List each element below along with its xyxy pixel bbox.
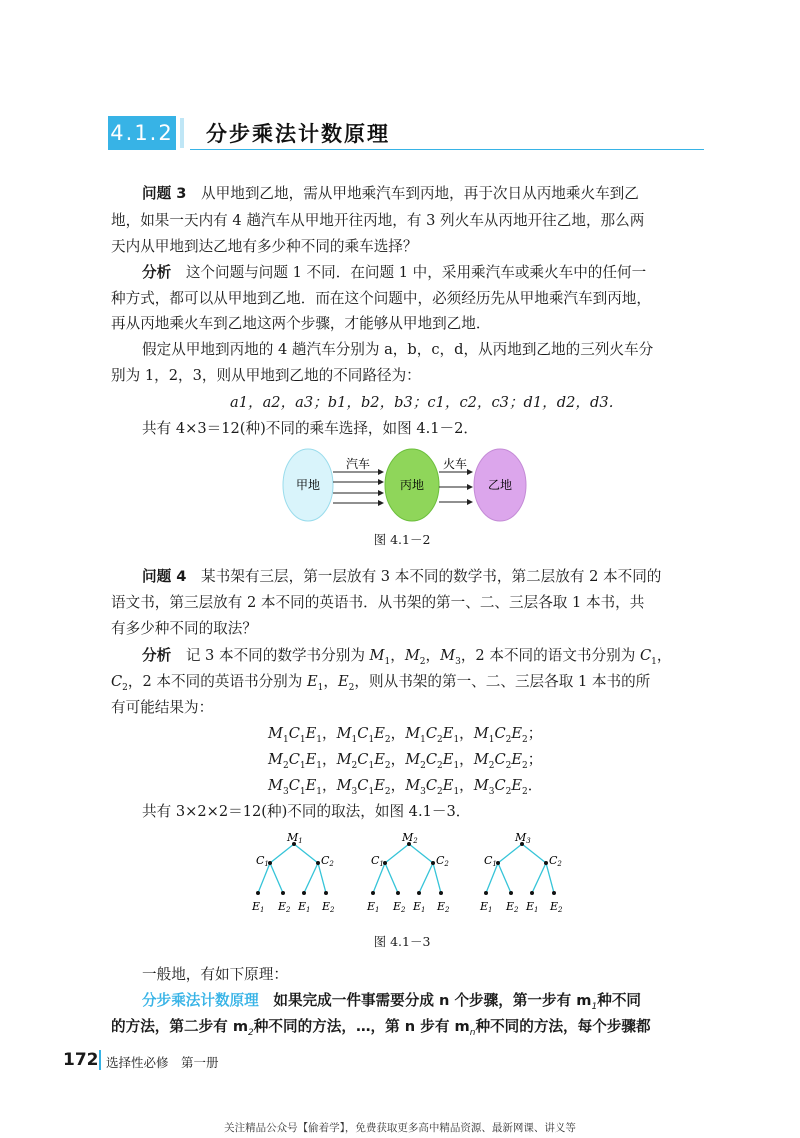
svg-text:E2: E2 <box>393 900 406 914</box>
svg-text:E1: E1 <box>252 900 265 914</box>
analysis1-paths: a1，a2，a3；b1，b2，b3；c1，c2，c3；d1，d2，d3． <box>230 394 624 411</box>
page-number: 172 <box>63 1050 99 1070</box>
analysis1-line2: 种方式，都可以从甲地到乙地．而在这个问题中，必须经历先从甲地乘汽车到丙地， <box>111 290 651 307</box>
fig3-caption: 图 4.1－3 <box>373 934 431 949</box>
principle-line2: 的方法，第二步有 $m_2$种不同的方法，…，第 n 步有 $m_n$种不同的方法，每个步骤都 <box>111 1018 651 1038</box>
section-underline <box>190 149 704 150</box>
bus-arrows <box>333 472 383 503</box>
q3-line2: 地，如果一天内有 4 趟汽车从甲地开往丙地，有 3 列火车从丙地开往乙地，那么两 <box>111 212 645 229</box>
node-bing-label: 丙地 <box>399 478 425 492</box>
watermark-footer: 关注精品公众号【偷着学】，免费获取更多高中精品资源、最新网课、讲义等 <box>224 1122 576 1134</box>
tree-3 <box>479 831 563 914</box>
svg-text:C2: C2 <box>436 854 449 868</box>
section-number: 4.1.2 <box>108 116 176 150</box>
analysis1-total: 共有 4×3＝12(种)不同的乘车选择，如图 4.1－2． <box>142 420 479 437</box>
svg-text:E1: E1 <box>298 900 311 914</box>
tree-2 <box>366 831 450 914</box>
edge-bus-label: 汽车 <box>345 457 371 471</box>
svg-text:C2: C2 <box>549 854 562 868</box>
q4-label: 问题 4 <box>142 568 187 585</box>
tree-1 <box>251 831 335 914</box>
fig2-caption: 图 4.1－2 <box>373 532 431 547</box>
svg-text:E1: E1 <box>480 900 493 914</box>
edge-train-label: 火车 <box>442 457 468 471</box>
analysis1-label: 分析 <box>142 264 172 281</box>
svg-text:C1: C1 <box>256 854 269 868</box>
q3-label: 问题 3 <box>142 185 187 202</box>
q4-line3: 有多少种不同的取法？ <box>111 620 257 637</box>
analysis1-line1: 分析 这个问题与问题 1 不同．在问题 1 中，采用乘汽车或乘火车中的任何一 <box>142 264 647 281</box>
q3-line3: 天内从甲地到达乙地有多少种不同的乘车选择？ <box>111 238 418 255</box>
svg-text:C1: C1 <box>484 854 497 868</box>
node-yi-label: 乙地 <box>487 478 513 492</box>
analysis2-line2: $C_2$，2 本不同的英语书分别为 $E_1$，$E_2$，则从书架的第一、二、三层各取 1 本书的所 <box>111 673 651 693</box>
section-title: 分步乘法计数原理 <box>206 122 390 146</box>
analysis2-label: 分析 <box>142 647 172 664</box>
analysis2-line1: 分析 记 3 本不同的数学书分别为 $M_1$，$M_2$，$M_3$，2 本不同的语文书分别为 $C_1$， <box>142 647 672 667</box>
q3-line1: 问题 3 从甲地到乙地，需从甲地乘汽车到丙地，再于次日从丙地乘火车到乙 <box>142 185 639 202</box>
svg-text:E2: E2 <box>506 900 519 914</box>
tree-2-root: M2 <box>402 831 418 845</box>
node-jia-label: 甲地 <box>295 478 321 492</box>
svg-text:E2: E2 <box>278 900 291 914</box>
figure-4-1-3 <box>250 830 570 920</box>
results-row-3: $M_3C_1E_1$，$M_3C_1E_2$，$M_3C_2E_1$，$M_3C_2E_2$． <box>268 777 543 797</box>
figure-4-1-2 <box>282 446 542 526</box>
section-divider <box>180 118 184 148</box>
svg-text:C2: C2 <box>321 854 334 868</box>
q4-line1: 问题 4 某书架有三层，第一层放有 3 本不同的数学书，第二层放有 2 本不同的 <box>142 568 662 585</box>
svg-text:E1: E1 <box>526 900 539 914</box>
svg-text:E2: E2 <box>550 900 563 914</box>
train-arrows <box>439 472 472 502</box>
tree-1-root: M1 <box>287 831 303 845</box>
svg-text:E1: E1 <box>367 900 380 914</box>
principle-name: 分步乘法计数原理 <box>142 992 259 1009</box>
svg-text:C1: C1 <box>371 854 384 868</box>
analysis2-line3: 有可能结果为： <box>111 699 214 716</box>
results-row-1: $M_1C_1E_1$，$M_1C_1E_2$，$M_1C_2E_1$，$M_1C_2E_2$； <box>268 725 543 745</box>
svg-text:E2: E2 <box>437 900 450 914</box>
section-header <box>108 116 704 152</box>
page-divider <box>99 1050 101 1070</box>
general-intro: 一般地，有如下原理： <box>142 966 288 983</box>
q4-line2: 语文书，第三层放有 2 本不同的英语书．从书架的第一、二、三层各取 1 本书，共 <box>111 594 645 611</box>
analysis1-line5: 别为 1，2，3，则从甲地到乙地的不同路径为： <box>111 367 421 384</box>
analysis2-total: 共有 3×2×2＝12(种)不同的取法，如图 4.1－3． <box>142 803 471 820</box>
analysis1-line3: 再从丙地乘火车到乙地这两个步骤，才能够从甲地到乙地． <box>111 315 491 332</box>
svg-text:E1: E1 <box>413 900 426 914</box>
principle-line1: 分步乘法计数原理 如果完成一件事需要分成 n 个步骤，第一步有 $m_1$种不同 <box>142 992 642 1012</box>
svg-text:E2: E2 <box>322 900 335 914</box>
results-row-2: $M_2C_1E_1$，$M_2C_1E_2$，$M_2C_2E_1$，$M_2C_2E_2$； <box>268 751 543 771</box>
book-title: 选择性必修 第一册 <box>106 1055 219 1070</box>
tree-3-root: M3 <box>515 831 531 845</box>
analysis1-line4: 假定从甲地到丙地的 4 趟汽车分别为 a，b，c，d，从丙地到乙地的三列火车分 <box>142 341 654 358</box>
